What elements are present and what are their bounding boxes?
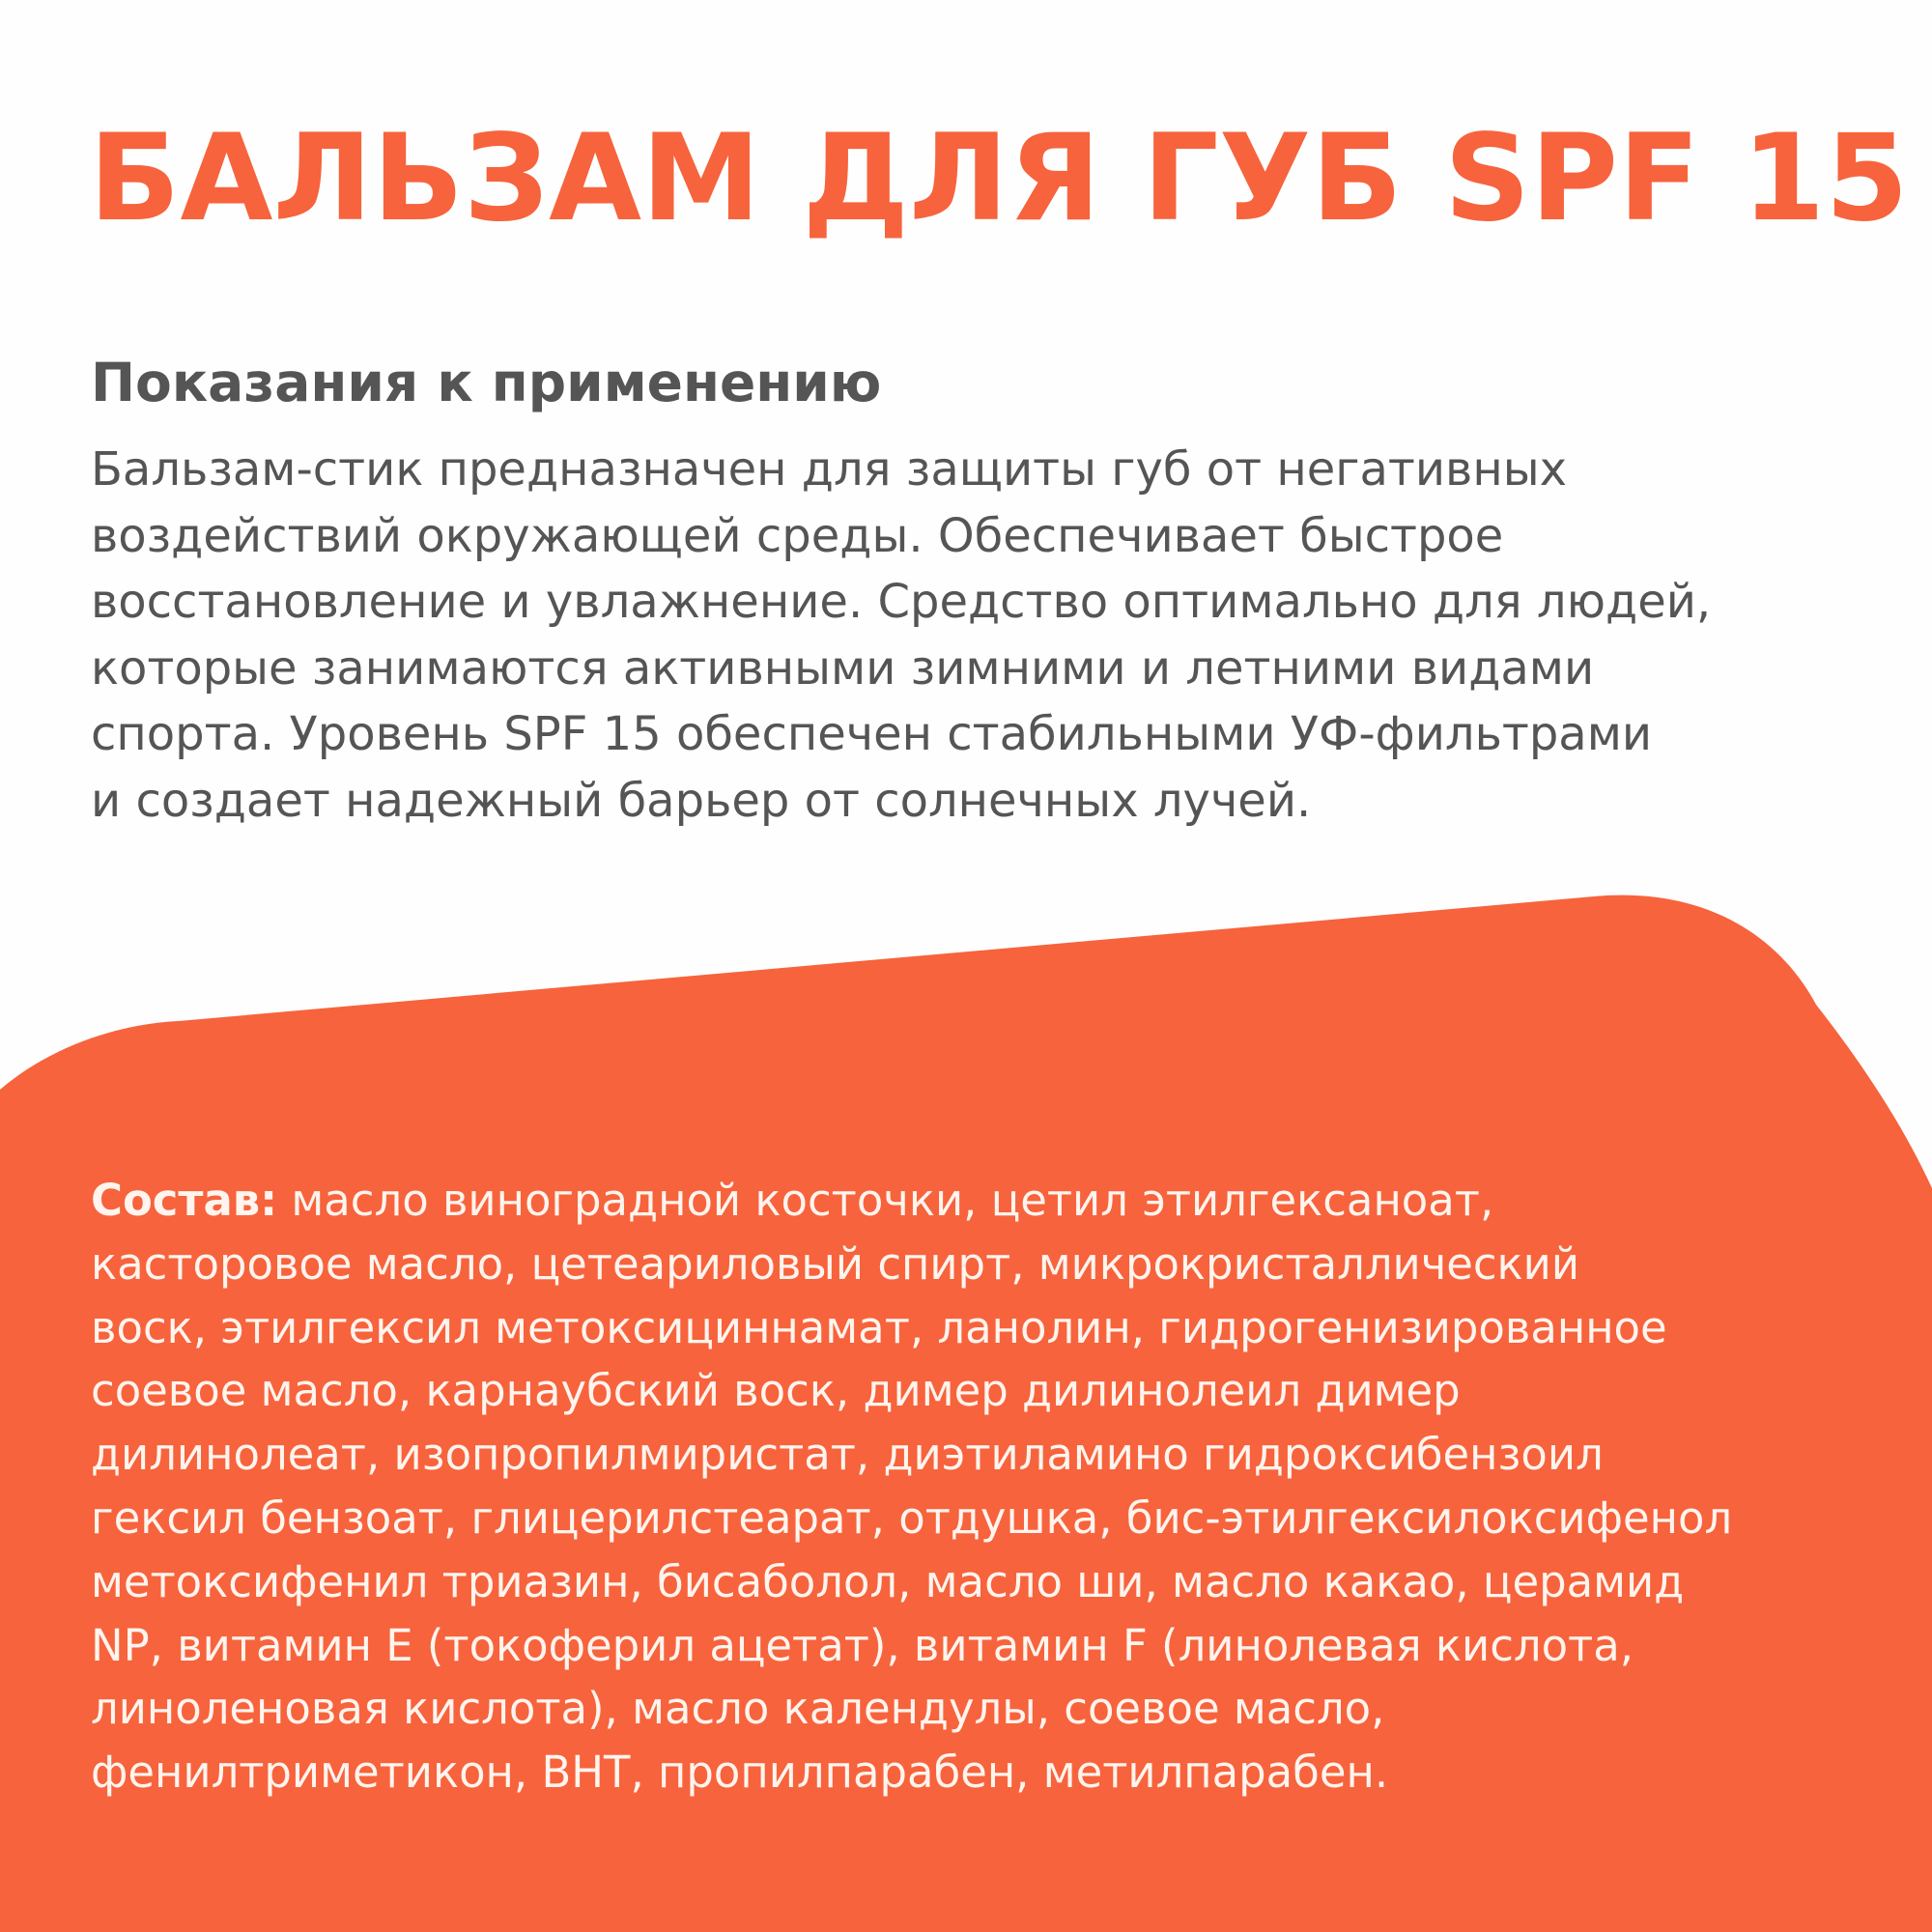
- composition-first-line: [91, 1169, 1903, 1233]
- composition-block: [91, 1169, 1907, 1804]
- page-title: БАЛЬЗАМ ДЛЯ ГУБ SPF 15: [89, 109, 1909, 248]
- description-line: восстановление и увлажнение. Средство оптимально для людей,: [91, 575, 1712, 629]
- description-line: которые занимаются активными зимними и летними видами: [91, 640, 1595, 696]
- indications-heading: Показания к применению: [91, 352, 882, 413]
- composition-first-text: масло виноградной косточки, цетил этилгексаноат,: [277, 1175, 1494, 1226]
- composition-line: соевое масло, карнаубский воск, димер дилинолеил димер: [91, 1365, 1461, 1417]
- composition-label: Состав:: [91, 1175, 278, 1226]
- indications-description: [91, 437, 1878, 834]
- description-line: Бальзам-стик предназначен для защиты губ от негативных: [91, 442, 1568, 497]
- composition-line: гексил бензоат, глицерилстеарат, отдушка, бис-этилгексилоксифенол: [91, 1492, 1733, 1544]
- description-line: спорта. Уровень SPF 15 обеспечен стабильными УФ-фильтрами: [91, 707, 1653, 761]
- composition-line: NP, витамин Е (токоферил ацетат), витамин F (линолевая кислота,: [91, 1619, 1634, 1671]
- composition-line: метоксифенил триазин, бисаболол, масло ши, масло какао, церамид: [91, 1555, 1685, 1607]
- composition-line: воск, этилгексил метоксициннамат, ланолин, гидрогенизированное: [91, 1301, 1667, 1353]
- composition-line: касторовое масло, цетеариловый спирт, микрокристаллический: [91, 1237, 1580, 1290]
- description-line: воздействий окружающей среды. Обеспечивает быстрое: [91, 508, 1504, 563]
- composition-line: линоленовая кислота), масло календулы, соевое масло,: [91, 1683, 1385, 1735]
- composition-line: фенилтриметикон, BHT, пропилпарабен, метилпарабен.: [91, 1747, 1389, 1799]
- description-line: и создает надежный барьер от солнечных лучей.: [91, 773, 1312, 828]
- composition-line: дилинолеат, изопропилмиристат, диэтиламино гидроксибензоил: [91, 1429, 1604, 1481]
